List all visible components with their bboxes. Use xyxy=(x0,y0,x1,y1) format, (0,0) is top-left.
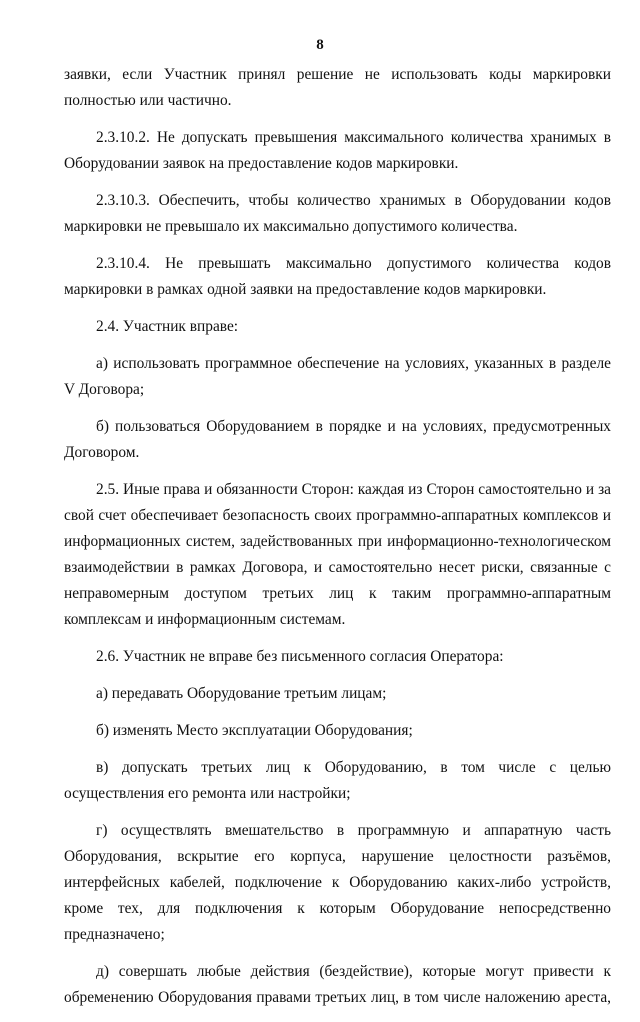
clause-2-6-d: д) совершать любые действия (бездействие), которые могут привести к обременению Оборудования правами третьих лиц, в том числе наложению ареста, xyxy=(64,963,611,1006)
clause-2-3-10-4: 2.3.10.4. Не превышать максимально допустимого количества кодов маркировки в рамках одной заявки на предоставление кодов маркировки. xyxy=(64,255,611,298)
clause-2-6: 2.6. Участник не вправе без письменного согласия Оператора: xyxy=(96,648,504,665)
clause-2-4-b: б) пользоваться Оборудованием в порядке и на условиях, предусмотренных Договором. xyxy=(64,418,611,461)
clause-2-6-g: г) осуществлять вмешательство в программную и аппаратную часть Оборудования, вскрытие его корпуса, нарушение целостности разъёмов, интерфейсных кабелей, подключение к Оборудованию каких-либо устройств, кроме тех, для подключения к которым Оборудование непосредственно предназначено; xyxy=(64,822,611,943)
clause-2-6-a: а) передавать Оборудование третьим лицам; xyxy=(96,685,387,702)
page-number: 8 xyxy=(316,37,324,53)
paragraph-continuation: заявки, если Участник принял решение не использовать коды маркировки полностью или частично. xyxy=(64,66,611,109)
clause-2-3-10-2: 2.3.10.2. Не допускать превышения максимального количества хранимых в Оборудовании заявок на предоставление кодов маркировки. xyxy=(64,129,611,172)
clause-2-6-b: б) изменять Место эксплуатации Оборудования; xyxy=(96,722,413,739)
clause-2-3-10-3: 2.3.10.3. Обеспечить, чтобы количество хранимых в Оборудовании кодов маркировки не превышало их максимально допустимого количества. xyxy=(64,192,611,235)
clause-2-6-v: в) допускать третьих лиц к Оборудованию, в том числе с целью осуществления его ремонта или настройки; xyxy=(64,759,611,802)
clause-2-4: 2.4. Участник вправе: xyxy=(96,318,239,335)
document-body xyxy=(64,62,611,1022)
clause-2-5: 2.5. Иные права и обязанности Сторон: каждая из Сторон самостоятельно и за свой счет обеспечивает безопасность своих программно-аппаратных комплексов и информационных систем, задействованных при информационно-технологическом взаимодействии в рамках Договора, и самостоятельно несет риски, связанные с неправомерным доступом третьих лиц к таким программно-аппаратным комплексам и информационным системам. xyxy=(64,481,611,628)
clause-2-4-a: а) использовать программное обеспечение на условиях, указанных в разделе V Договора; xyxy=(64,355,611,398)
